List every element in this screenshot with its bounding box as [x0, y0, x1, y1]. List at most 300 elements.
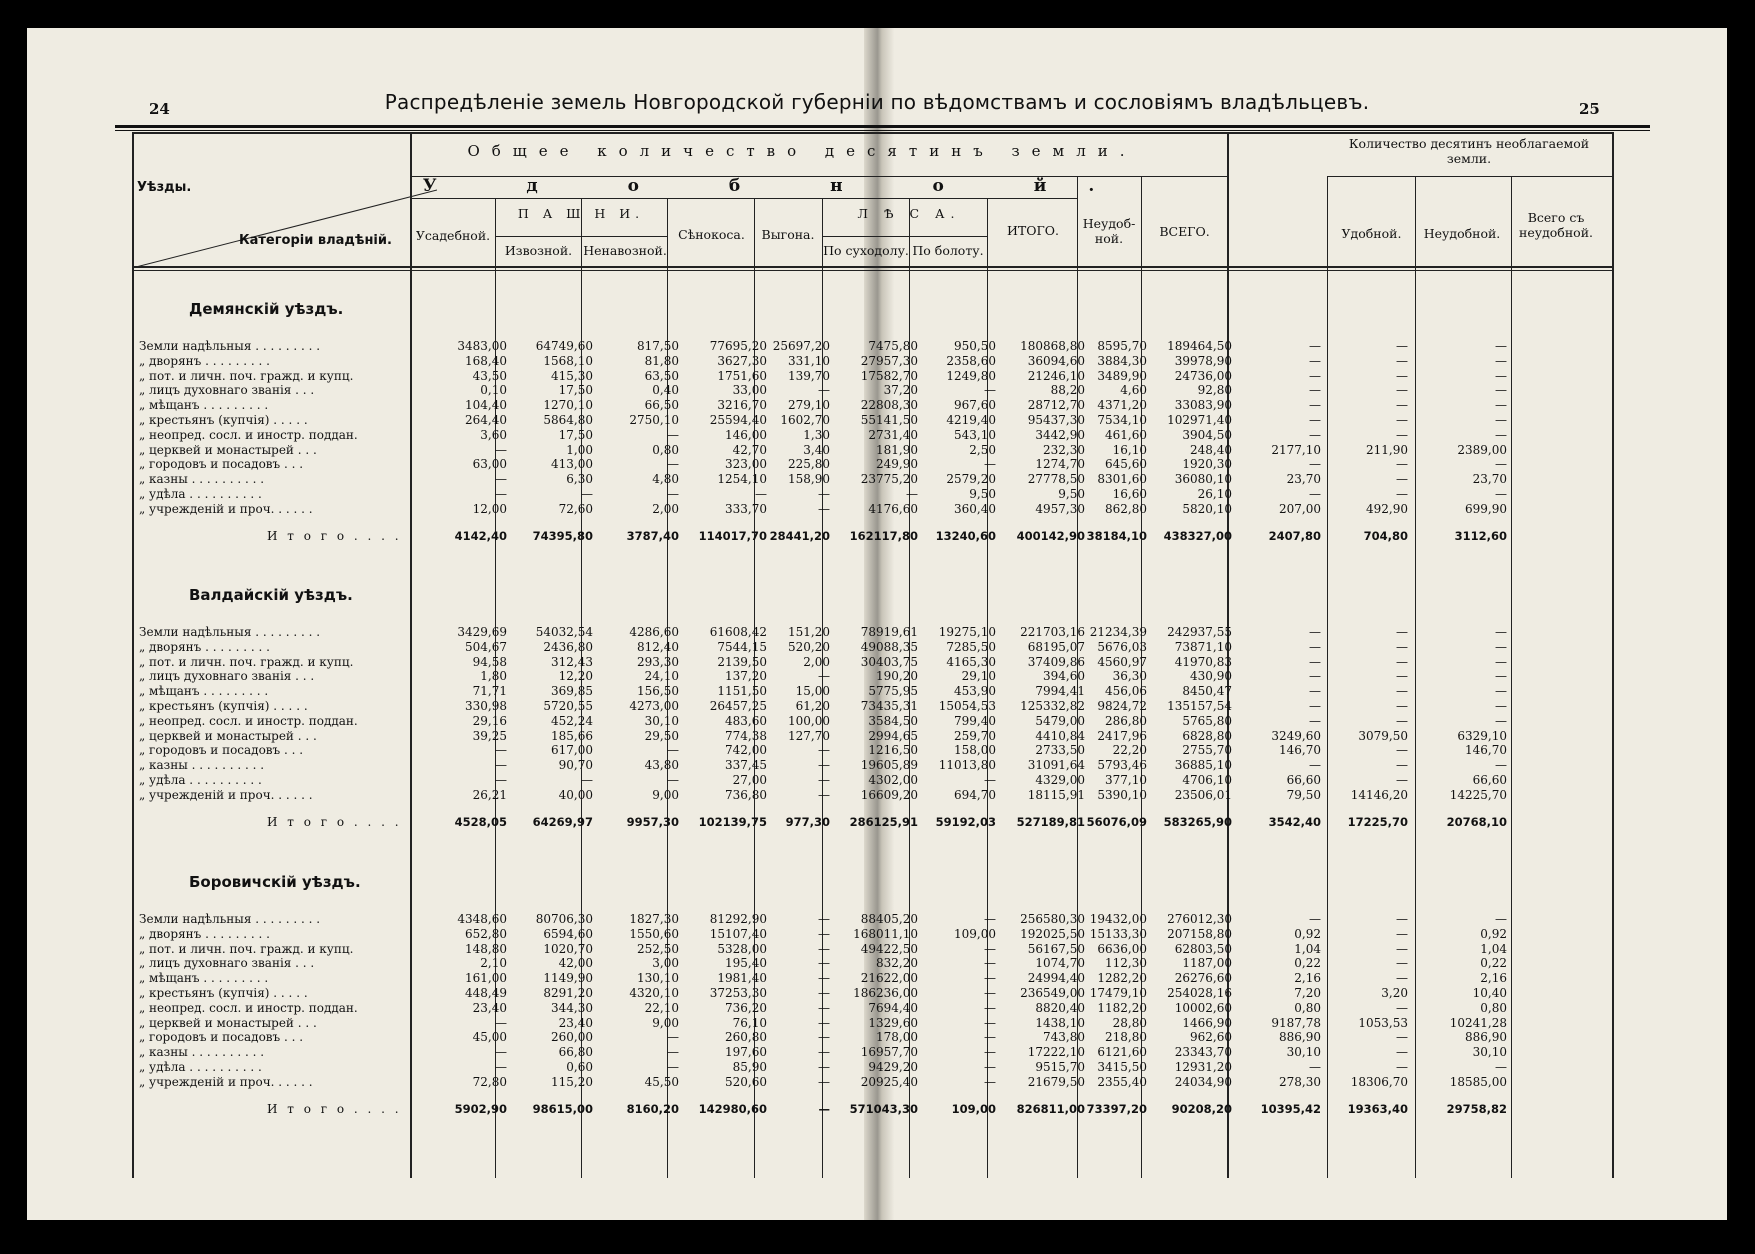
table-cell: 1329,60 — [868, 1015, 918, 1030]
header-diagonal — [132, 130, 437, 270]
table-cell: 9515,70 — [1035, 1060, 1085, 1074]
table-cell: 333,70 — [725, 501, 767, 516]
table-cell: 23,40 — [558, 1015, 593, 1030]
header-izvoznoy: Извозной. — [504, 243, 573, 258]
table-cell: — — [1495, 684, 1507, 699]
table-cell: 377,10 — [1105, 773, 1147, 787]
table-cell: — — [1495, 625, 1507, 639]
table-cell: — — [1396, 413, 1408, 427]
table-cell: — — [1309, 353, 1321, 368]
table-cell: 1438,10 — [1035, 1015, 1085, 1030]
total-cell: 4142,40 — [454, 528, 507, 543]
table-cell: 148,80 — [465, 941, 507, 956]
table-cell: 1751,60 — [717, 368, 767, 383]
table-cell: 4176,60 — [868, 501, 918, 516]
table-cell: — — [1495, 639, 1507, 654]
table-cell: — — [495, 773, 507, 787]
table-cell: 76,10 — [732, 1015, 767, 1030]
total-cell: 400142,90 — [1016, 528, 1085, 543]
table-cell: 2177,10 — [1271, 442, 1321, 457]
table-cell: 30403,75 — [860, 654, 918, 669]
table-cell: 236549,00 — [1020, 986, 1085, 1000]
table-cell: — — [984, 1074, 996, 1089]
header-neoblag: Количество десятинъ необлагаемой земли. — [1348, 136, 1590, 166]
table-cell: — — [1396, 971, 1408, 986]
table-cell: 90,70 — [558, 758, 593, 773]
total-cell: 28441,20 — [769, 528, 830, 543]
table-cell: — — [1396, 743, 1408, 758]
table-cell: — — [1396, 625, 1408, 639]
table-cell: 207158,80 — [1167, 926, 1232, 941]
total-cell: 90208,20 — [1171, 1101, 1232, 1116]
table-cell: — — [818, 669, 830, 684]
total-cell: 9957,30 — [626, 814, 679, 829]
table-cell: 3627,30 — [717, 353, 767, 368]
table-cell: 115,20 — [551, 1074, 593, 1089]
table-cell: — — [1309, 1060, 1321, 1074]
table-cell: 2579,20 — [946, 472, 996, 487]
header-lesa: Л Ѣ С А. — [857, 206, 961, 221]
row-label: „ городовъ и посадовъ . . . — [139, 743, 304, 758]
table-cell: 77695,20 — [709, 339, 767, 353]
table-cell: 1187,00 — [1182, 956, 1232, 971]
table-cell: — — [1396, 941, 1408, 956]
table-cell: — — [818, 912, 830, 926]
table-cell: 2,00 — [652, 501, 679, 516]
table-cell: — — [984, 912, 996, 926]
table-cell: 259,70 — [954, 728, 996, 743]
table-cell: — — [1309, 699, 1321, 713]
table-cell: 20925,40 — [860, 1074, 918, 1089]
table-cell: 55141,50 — [860, 413, 918, 427]
table-cell: — — [1495, 654, 1507, 669]
header-pashni: П А Ш Н И. — [517, 206, 645, 221]
table-cell: 415,30 — [551, 368, 593, 383]
total-cell: 571043,30 — [849, 1101, 918, 1116]
table-cell: 7,20 — [1294, 986, 1321, 1000]
table-cell: 3249,60 — [1271, 728, 1321, 743]
table-cell: 15,00 — [795, 684, 830, 699]
table-cell: 66,60 — [1286, 773, 1321, 787]
row-label: „ крестьянъ (купчія) . . . . . — [139, 699, 308, 713]
table-cell: — — [818, 758, 830, 773]
table-cell: 9187,78 — [1271, 1015, 1321, 1030]
table-cell: 23,70 — [1286, 472, 1321, 487]
table-cell: 21679,50 — [1027, 1074, 1085, 1089]
table-cell: 30,10 — [644, 713, 679, 728]
total-label: И т о г о . . . . — [267, 528, 402, 543]
total-cell: 109,00 — [951, 1101, 996, 1116]
table-cell: 66,60 — [1472, 773, 1507, 787]
table-cell: 2417,96 — [1097, 728, 1147, 743]
page-title: Распредѣленіе земель Новгородской губерніи по вѣдомствамъ и сословіямъ владѣльцевъ. — [384, 90, 1370, 114]
table-cell: 1,80 — [480, 669, 507, 684]
table-cell: 736,20 — [725, 1000, 767, 1015]
table-cell: 21234,39 — [1089, 625, 1147, 639]
table-cell: 344,30 — [551, 1000, 593, 1015]
table-cell: — — [495, 442, 507, 457]
table-cell: 9824,72 — [1097, 699, 1147, 713]
table-cell: 1254,10 — [717, 472, 767, 487]
table-cell: 520,60 — [725, 1074, 767, 1089]
table-cell: 9,00 — [652, 1015, 679, 1030]
table-cell: 211,90 — [1366, 442, 1408, 457]
table-cell: 16,60 — [1112, 487, 1147, 501]
table-cell: 71,71 — [472, 684, 507, 699]
table-cell: 1182,20 — [1097, 1000, 1147, 1015]
table-cell: — — [818, 941, 830, 956]
table-cell: — — [581, 773, 593, 787]
table-cell: — — [1495, 457, 1507, 472]
table-cell: — — [984, 941, 996, 956]
table-cell: — — [1396, 1030, 1408, 1045]
row-label: „ мѣщанъ . . . . . . . . . — [139, 684, 269, 699]
row-label: Земли надѣльныя . . . . . . . . . — [139, 625, 321, 639]
table-cell: — — [495, 487, 507, 501]
table-cell: 3216,70 — [717, 398, 767, 413]
table-cell: — — [1309, 684, 1321, 699]
table-cell: — — [1495, 398, 1507, 413]
table-cell: — — [818, 787, 830, 802]
table-cell: — — [667, 1060, 679, 1074]
table-cell: 5720,55 — [543, 699, 593, 713]
table-cell: 100,00 — [788, 713, 830, 728]
table-cell: — — [1495, 1060, 1507, 1074]
total-label: И т о г о . . . . — [267, 1101, 402, 1116]
table-cell: — — [1309, 625, 1321, 639]
table-cell: 1568,10 — [543, 353, 593, 368]
table-cell: — — [818, 743, 830, 758]
header-vygona: Выгона. — [761, 227, 815, 242]
table-cell: — — [1309, 457, 1321, 472]
table-cell: — — [1495, 713, 1507, 728]
table-cell: 16,10 — [1112, 442, 1147, 457]
header-rule — [1327, 176, 1612, 177]
table-cell: 232,30 — [1043, 442, 1085, 457]
table-cell: 6636,00 — [1097, 941, 1147, 956]
page-number-right: 25 — [1579, 100, 1600, 118]
table-cell: 4286,60 — [629, 625, 679, 639]
table-cell: 2731,40 — [868, 427, 918, 442]
table-cell: 43,80 — [644, 758, 679, 773]
table-cell: 23506,01 — [1174, 787, 1232, 802]
table-cell: 7544,15 — [717, 639, 767, 654]
table-cell: 4560,97 — [1097, 654, 1147, 669]
table-cell: 645,60 — [1105, 457, 1147, 472]
table-cell: 156,50 — [637, 684, 679, 699]
table-cell: 64749,60 — [535, 339, 593, 353]
table-cell: — — [1495, 368, 1507, 383]
table-cell: — — [1495, 487, 1507, 501]
table-cell: 5390,10 — [1097, 787, 1147, 802]
table-cell: 1020,70 — [543, 941, 593, 956]
table-cell: 4,60 — [1120, 383, 1147, 398]
table-cell: 360,40 — [954, 501, 996, 516]
table-cell: 7994,41 — [1035, 684, 1085, 699]
row-label: „ церквей и монастырей . . . — [139, 442, 317, 457]
table-cell: — — [984, 971, 996, 986]
table-cell: 1,00 — [566, 442, 593, 457]
table-cell: 10241,28 — [1449, 1015, 1507, 1030]
total-cell: 19363,40 — [1347, 1101, 1408, 1116]
table-cell: 21622,00 — [860, 971, 918, 986]
table-cell: 43,50 — [472, 368, 507, 383]
row-label: „ городовъ и посадовъ . . . — [139, 457, 304, 472]
table-cell: 2994,65 — [868, 728, 918, 743]
table-cell: 504,67 — [465, 639, 507, 654]
table-cell: 8301,60 — [1097, 472, 1147, 487]
header-itogo: ИТОГО. — [1007, 223, 1059, 238]
header-rule — [495, 236, 667, 237]
table-cell: — — [818, 971, 830, 986]
table-cell: 27,00 — [732, 773, 767, 787]
row-label: „ дворянъ . . . . . . . . . — [139, 353, 270, 368]
table-cell: 207,00 — [1279, 501, 1321, 516]
table-cell: 0,80 — [1480, 1000, 1507, 1015]
table-cell: 22,10 — [644, 1000, 679, 1015]
table-cell: 12,00 — [472, 501, 507, 516]
table-cell: 1466,90 — [1182, 1015, 1232, 1030]
table-cell: 195,40 — [725, 956, 767, 971]
table-cell: — — [1495, 353, 1507, 368]
header-rule — [410, 198, 1077, 199]
table-cell: — — [818, 383, 830, 398]
row-label: „ удѣла . . . . . . . . . . — [139, 487, 262, 501]
table-cell: 158,00 — [954, 743, 996, 758]
table-cell: 33,00 — [732, 383, 767, 398]
total-cell: 977,30 — [785, 814, 830, 829]
table-cell: 26,21 — [472, 787, 507, 802]
table-cell: 3584,50 — [868, 713, 918, 728]
total-cell: 13240,60 — [935, 528, 996, 543]
table-cell: 4410,84 — [1035, 728, 1085, 743]
table-cell: 3,20 — [1381, 986, 1408, 1000]
table-cell: 9429,20 — [868, 1060, 918, 1074]
district-title: Демянскій уѣздъ. — [189, 300, 344, 318]
table-cell: 4,80 — [652, 472, 679, 487]
total-cell: 74395,80 — [532, 528, 593, 543]
table-cell: 483,60 — [725, 713, 767, 728]
total-cell: 114017,70 — [698, 528, 767, 543]
table-cell: 29,50 — [644, 728, 679, 743]
table-cell: 24994,40 — [1027, 971, 1085, 986]
table-cell: 146,70 — [1465, 743, 1507, 758]
table-cell: 30,10 — [1286, 1045, 1321, 1060]
book-spread — [27, 28, 1727, 1220]
total-cell: 73397,20 — [1086, 1101, 1147, 1116]
table-cell: 6,30 — [566, 472, 593, 487]
table-cell: — — [1309, 339, 1321, 353]
table-cell: 17582,70 — [860, 368, 918, 383]
table-cell: — — [1396, 472, 1408, 487]
table-cell: 4371,20 — [1097, 398, 1147, 413]
table-cell: 2733,50 — [1035, 743, 1085, 758]
table-cell: 81292,90 — [709, 912, 767, 926]
row-label: „ пот. и личн. поч. гражд. и купц. — [139, 368, 354, 383]
row-label: „ неопред. сосл. и иностр. поддан. — [139, 427, 358, 442]
header-neudobnoy2: Неудобной. — [1423, 226, 1501, 241]
total-cell: 5902,90 — [454, 1101, 507, 1116]
table-cell: 9,50 — [1058, 487, 1085, 501]
total-cell: 4528,05 — [454, 814, 507, 829]
table-cell: 2358,60 — [946, 353, 996, 368]
table-cell: 161,00 — [465, 971, 507, 986]
table-cell: 962,60 — [1190, 1030, 1232, 1045]
table-cell: — — [495, 758, 507, 773]
table-cell: — — [1396, 699, 1408, 713]
header-nenavoznoy: Ненавозной. — [583, 243, 667, 258]
header-vsego: ВСЕГО. — [1159, 224, 1210, 239]
table-cell: 369,85 — [551, 684, 593, 699]
table-cell: 0,10 — [480, 383, 507, 398]
table-cell: 430,90 — [1190, 669, 1232, 684]
table-cell: — — [818, 1074, 830, 1089]
table-cell: — — [906, 487, 918, 501]
table-cell: 192025,50 — [1020, 926, 1085, 941]
table-cell: 25594,40 — [709, 413, 767, 427]
table-cell: 17,50 — [558, 383, 593, 398]
table-cell: 81,80 — [644, 353, 679, 368]
table-cell: 16609,20 — [860, 787, 918, 802]
table-cell: — — [1396, 427, 1408, 442]
table-cell: — — [667, 773, 679, 787]
table-cell: — — [1309, 639, 1321, 654]
table-cell: 18306,70 — [1350, 1074, 1408, 1089]
total-cell: 438327,00 — [1163, 528, 1232, 543]
table-cell: — — [1396, 684, 1408, 699]
table-cell: 1151,50 — [717, 684, 767, 699]
row-label: „ неопред. сосл. и иностр. поддан. — [139, 1000, 358, 1015]
table-cell: — — [984, 1045, 996, 1060]
table-cell: 8291,20 — [543, 986, 593, 1000]
table-cell: 617,00 — [551, 743, 593, 758]
table-cell: 23,70 — [1472, 472, 1507, 487]
table-cell: 158,90 — [788, 472, 830, 487]
total-cell: 64269,97 — [532, 814, 593, 829]
table-cell: 256580,30 — [1020, 912, 1085, 926]
table-cell: 29,16 — [472, 713, 507, 728]
table-cell: 178,00 — [876, 1030, 918, 1045]
table-cell: 4957,30 — [1035, 501, 1085, 516]
table-cell: 1,04 — [1294, 941, 1321, 956]
table-cell: 331,10 — [788, 353, 830, 368]
table-cell: 190,20 — [876, 669, 918, 684]
table-cell: 36,30 — [1112, 669, 1147, 684]
table-cell: 950,50 — [954, 339, 996, 353]
table-cell: — — [1396, 773, 1408, 787]
header-neudobnoy: Неудоб-ной. — [1082, 216, 1136, 246]
table-cell: — — [818, 501, 830, 516]
table-cell: 22,20 — [1112, 743, 1147, 758]
table-cell: 66,80 — [558, 1045, 593, 1060]
row-label: „ казны . . . . . . . . . . — [139, 472, 265, 487]
table-cell: 337,45 — [725, 758, 767, 773]
table-cell: 6121,60 — [1097, 1045, 1147, 1060]
header-po-sukhodolu: По суходолу. — [823, 243, 909, 258]
table-cell: — — [984, 773, 996, 787]
table-cell: — — [1396, 669, 1408, 684]
table-cell: 40,00 — [558, 787, 593, 802]
table-cell: 22808,30 — [860, 398, 918, 413]
total-cell: 527189,81 — [1016, 814, 1085, 829]
total-cell: 102139,75 — [698, 814, 767, 829]
table-cell: 1216,50 — [868, 743, 918, 758]
table-cell: 61608,42 — [709, 625, 767, 639]
table-cell: 21246,10 — [1027, 368, 1085, 383]
table-cell: 45,00 — [472, 1030, 507, 1045]
table-cell: 543,10 — [954, 427, 996, 442]
table-cell: 146,70 — [1279, 743, 1321, 758]
table-cell: 1,04 — [1480, 941, 1507, 956]
table-cell: 168011,10 — [853, 926, 918, 941]
table-cell: — — [1495, 912, 1507, 926]
table-cell: 7694,40 — [868, 1000, 918, 1015]
table-cell: — — [1396, 383, 1408, 398]
table-cell: 225,80 — [788, 457, 830, 472]
table-cell: 88405,20 — [860, 912, 918, 926]
header-senokosa: Сѣнокоса. — [678, 227, 745, 242]
table-cell: 94,58 — [472, 654, 507, 669]
table-cell: 0,60 — [566, 1060, 593, 1074]
table-cell: 276012,30 — [1167, 912, 1232, 926]
table-cell: 41970,83 — [1174, 654, 1232, 669]
table-cell: 694,70 — [954, 787, 996, 802]
table-cell: 3415,50 — [1097, 1060, 1147, 1074]
table-cell: 62803,50 — [1174, 941, 1232, 956]
table-cell: — — [818, 1030, 830, 1045]
table-cell: — — [1495, 413, 1507, 427]
total-cell: 704,80 — [1363, 528, 1408, 543]
table-cell: 33083,90 — [1174, 398, 1232, 413]
table-cell: 37,20 — [883, 383, 918, 398]
table-cell: 799,40 — [954, 713, 996, 728]
table-cell: 312,43 — [551, 654, 593, 669]
table-cell: 1053,53 — [1358, 1015, 1408, 1030]
table-cell: 23,40 — [472, 1000, 507, 1015]
table-cell: 49422,50 — [860, 941, 918, 956]
table-cell: — — [984, 1015, 996, 1030]
table-cell: 14146,20 — [1350, 787, 1408, 802]
table-cell: 742,00 — [725, 743, 767, 758]
table-cell: 1920,30 — [1182, 457, 1232, 472]
total-cell: 29758,82 — [1446, 1101, 1507, 1116]
total-cell: 3112,60 — [1454, 528, 1507, 543]
table-cell: 4329,00 — [1035, 773, 1085, 787]
total-cell: 8160,20 — [626, 1101, 679, 1116]
table-cell: 4219,40 — [946, 413, 996, 427]
table-cell: 2355,40 — [1097, 1074, 1147, 1089]
table-cell: 151,20 — [788, 625, 830, 639]
table-cell: — — [818, 956, 830, 971]
table-cell: 3,40 — [803, 442, 830, 457]
table-cell: 4348,60 — [457, 912, 507, 926]
total-cell: 583265,90 — [1163, 814, 1232, 829]
row-label: „ церквей и монастырей . . . — [139, 728, 317, 743]
table-cell: 10,40 — [1472, 986, 1507, 1000]
table-cell: 7475,80 — [868, 339, 918, 353]
table-cell: — — [984, 956, 996, 971]
table-cell: 36885,10 — [1174, 758, 1232, 773]
table-cell: 492,90 — [1366, 501, 1408, 516]
table-cell: 8820,40 — [1035, 1000, 1085, 1015]
table-cell: 168,40 — [465, 353, 507, 368]
column-rule — [1415, 176, 1416, 1178]
table-cell: — — [1396, 713, 1408, 728]
table-cell: 330,98 — [465, 699, 507, 713]
table-cell: 2750,10 — [629, 413, 679, 427]
table-cell: 125332,82 — [1020, 699, 1085, 713]
table-cell: 5328,00 — [717, 941, 767, 956]
